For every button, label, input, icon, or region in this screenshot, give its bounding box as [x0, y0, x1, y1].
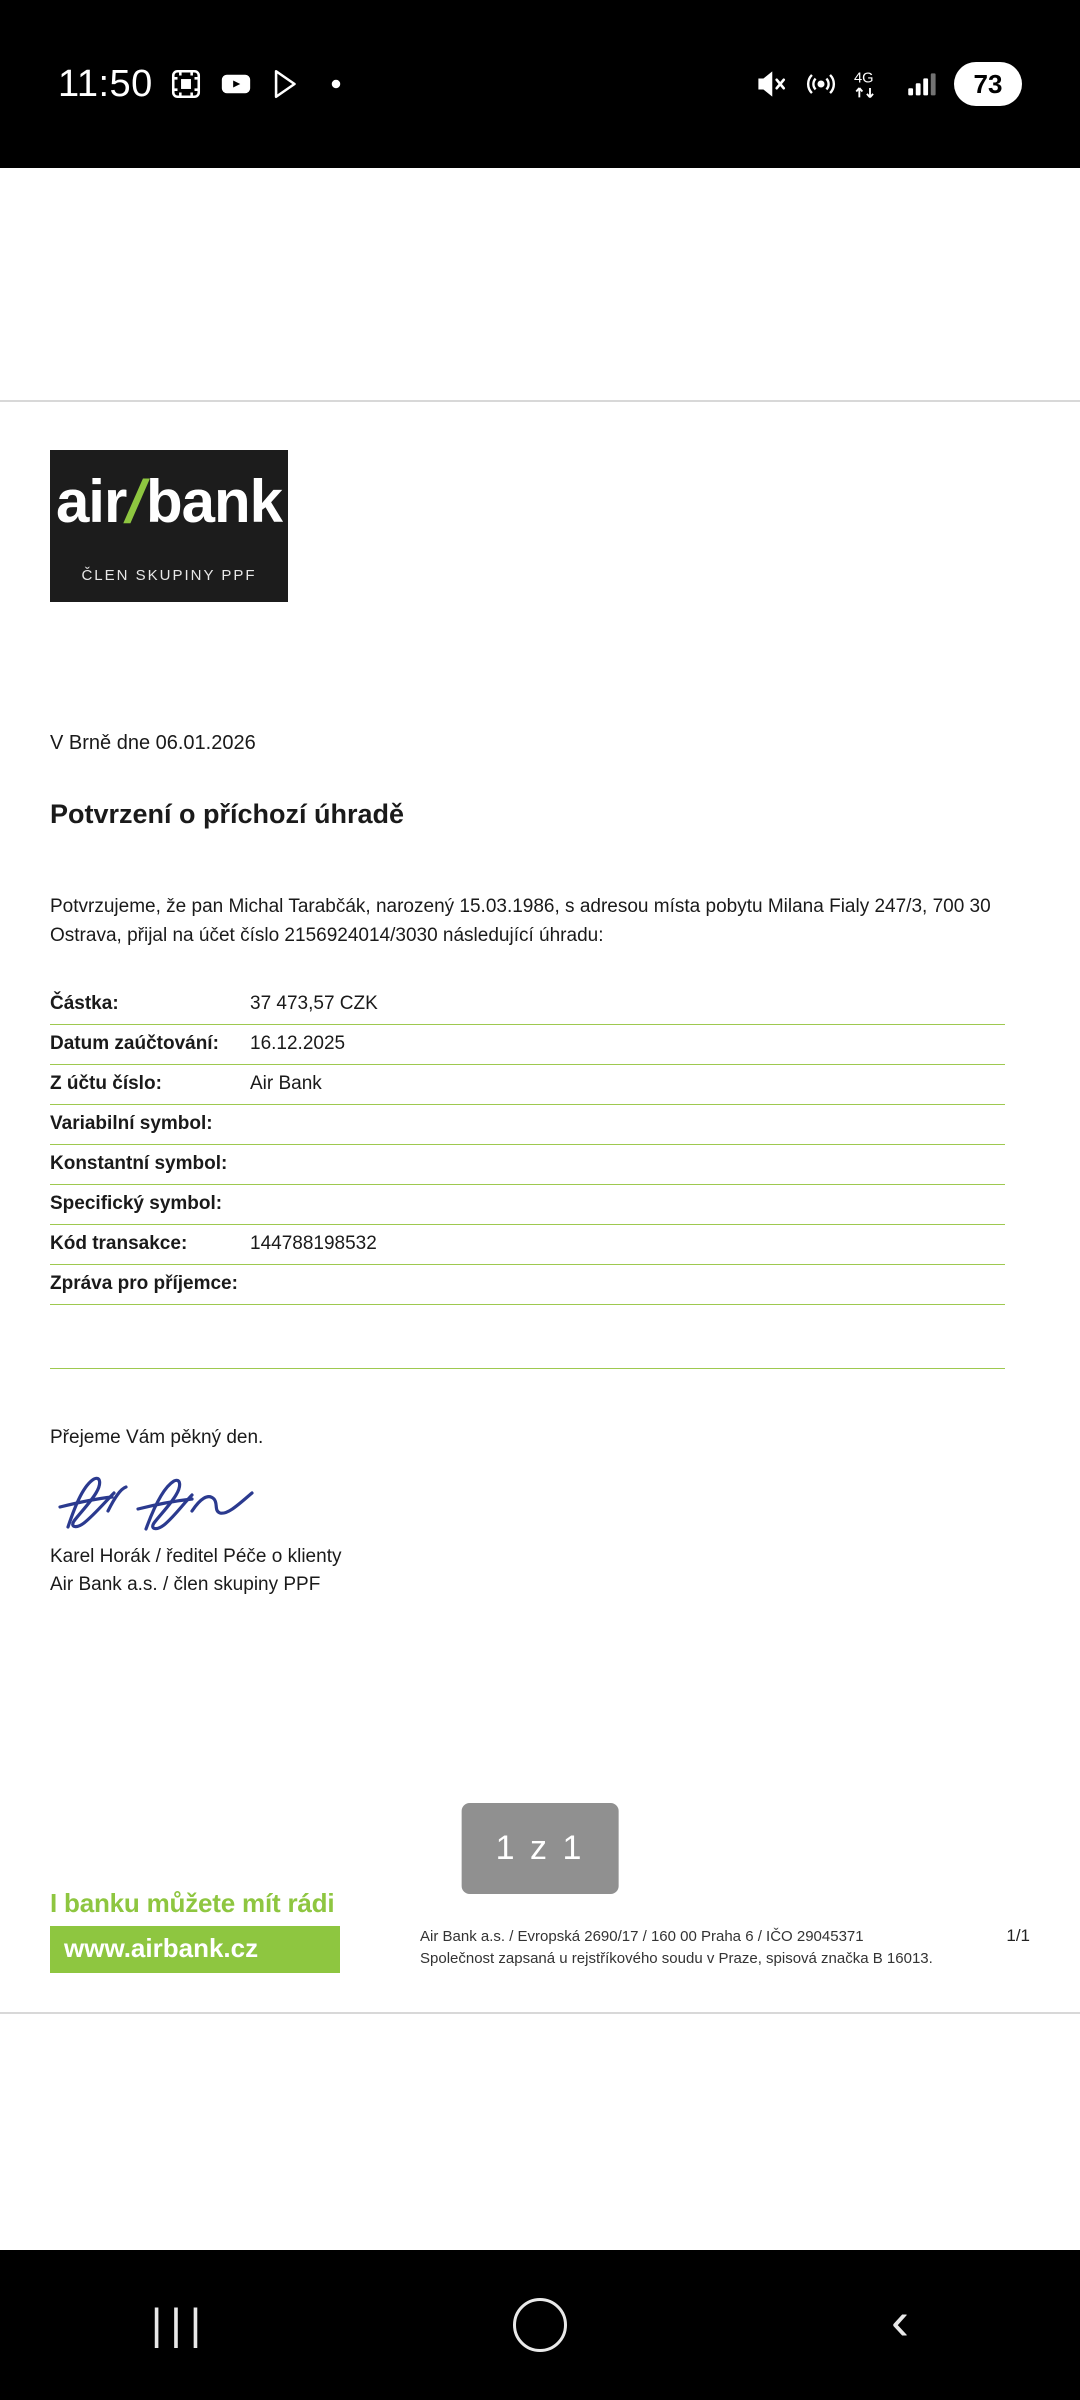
table-row [50, 1024, 1005, 1064]
field-value [240, 1104, 1005, 1144]
footer-page-number: 1/1 [1006, 1926, 1030, 1945]
signer-block [50, 1543, 1030, 1598]
place-and-date: V Brně dne 06.01.2026 [50, 732, 256, 754]
table-row [50, 985, 1005, 1025]
status-bar-left [58, 63, 353, 106]
footer-legal-line-1: Air Bank a.s. / Evropská 2690/17 / 160 00 Praha 6 / IČO 29045371 [420, 1928, 864, 1945]
svg-text:4G: 4G [854, 70, 874, 87]
vibrate-icon [804, 67, 838, 101]
logo-air-text: air [55, 468, 127, 535]
home-button[interactable] [450, 2250, 630, 2400]
footer-url: www.airbank.cz [50, 1926, 340, 1973]
table-row [50, 1184, 1005, 1224]
document-title: Potvrzení o příchozí úhradě [50, 799, 405, 829]
document-body [50, 402, 1030, 1598]
field-value [240, 1184, 1005, 1224]
mute-icon [754, 67, 788, 101]
home-icon [513, 2298, 567, 2352]
field-label: Datum zaúčtování: [50, 1024, 240, 1064]
closing-divider [50, 1368, 1005, 1370]
table-row [50, 1144, 1005, 1184]
field-label: Variabilní symbol: [50, 1104, 240, 1144]
table-row [50, 1064, 1005, 1104]
logo-subtitle: ČLEN SKUPINY PPF [81, 567, 257, 584]
signature-image [50, 1467, 1030, 1541]
field-value: Air Bank [240, 1064, 1005, 1104]
logo-bank-text: bank [146, 468, 283, 535]
field-label: Částka: [50, 985, 240, 1025]
pdf-viewer[interactable] [0, 168, 1080, 2250]
document-footer [50, 1888, 1030, 1978]
back-button[interactable] [810, 2250, 990, 2400]
field-value [240, 1264, 1005, 1304]
signal-icon [904, 67, 938, 101]
status-bar-right [754, 62, 1022, 106]
table-row [50, 1264, 1005, 1304]
screenshot-icon [169, 67, 203, 101]
recents-button[interactable] [90, 2250, 270, 2400]
field-label: Z účtu číslo: [50, 1064, 240, 1104]
logo-slash: / [120, 468, 153, 535]
footer-slogan: I banku můžete mít rádi [50, 1888, 335, 1918]
footer-legal [420, 1926, 980, 1970]
dot-icon [319, 67, 353, 101]
signer-company: Air Bank a.s. / člen skupiny PPF [50, 1573, 321, 1595]
viewer-bottom-padding [0, 2014, 1080, 2230]
youtube-icon [219, 67, 253, 101]
field-label: Zpráva pro příjemce: [50, 1264, 240, 1304]
field-label: Kód transakce: [50, 1224, 240, 1264]
footer-legal-line-2: Společnost zapsaná u rejstříkového soudu v Praze, spisová značka B 16013. [420, 1949, 933, 1967]
signer-name: Karel Horák / ředitel Péče o klienty [50, 1546, 342, 1568]
viewer-top-padding [0, 168, 1080, 400]
field-label: Specifický symbol: [50, 1184, 240, 1224]
field-value [240, 1144, 1005, 1184]
recents-icon: ||| [150, 2300, 210, 2349]
status-bar [0, 0, 1080, 168]
navigation-bar [0, 2250, 1080, 2400]
closing-text: Přejeme Vám pěkný den. [50, 1427, 264, 1449]
network-4g-icon [854, 67, 888, 101]
table-row [50, 1224, 1005, 1264]
field-value: 37 473,57 CZK [240, 985, 1005, 1025]
field-label: Konstantní symbol: [50, 1144, 240, 1184]
intro-paragraph: Potvrzujeme, že pan Michal Tarabčák, narozený 15.03.1986, s adresou místa pobytu Milana Fialy 247/3, 700 30 Ostrava, přijal na účet číslo 2156924014/3030 následující úhradu: [50, 896, 991, 947]
document-page [0, 402, 1080, 2012]
transaction-details-table [50, 985, 1005, 1305]
table-row [50, 1104, 1005, 1144]
page-indicator-overlay: 1 z 1 [462, 1803, 619, 1894]
battery-indicator: 73 [954, 62, 1022, 106]
status-time: 11:50 [58, 62, 153, 105]
back-icon: ‹ [891, 2291, 909, 2351]
play-store-icon [269, 67, 303, 101]
field-value: 16.12.2025 [240, 1024, 1005, 1064]
field-value: 144788198532 [240, 1224, 1005, 1264]
